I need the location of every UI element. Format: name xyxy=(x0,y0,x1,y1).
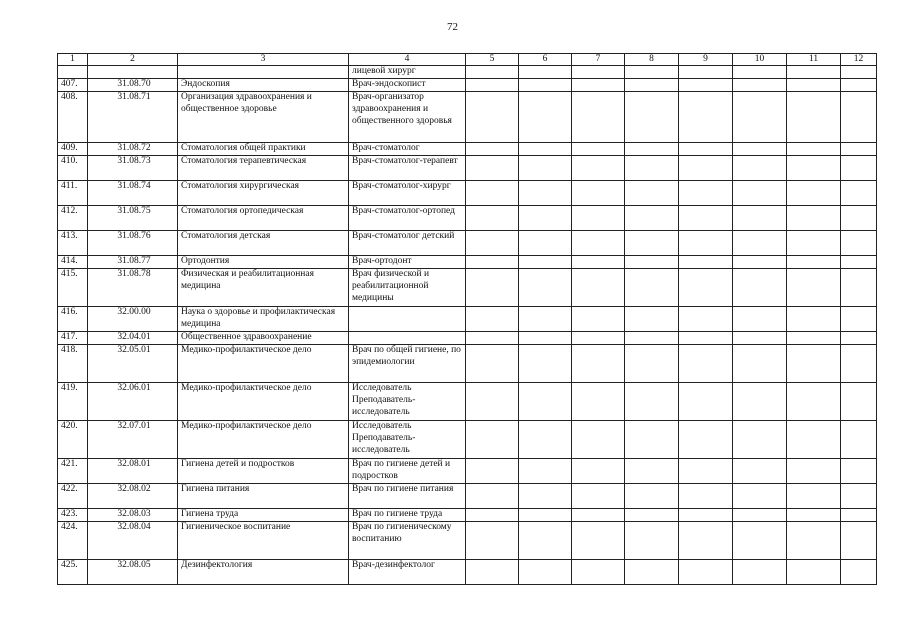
table-row xyxy=(58,509,877,522)
empty-cell xyxy=(625,421,679,459)
empty-cell xyxy=(841,92,877,143)
table-row xyxy=(58,256,877,269)
empty-cell xyxy=(787,459,841,484)
empty-cell xyxy=(841,206,877,231)
row-number xyxy=(58,66,88,79)
empty-cell xyxy=(625,181,679,206)
empty-cell xyxy=(841,421,877,459)
empty-cell xyxy=(679,421,733,459)
empty-cell xyxy=(841,332,877,345)
empty-cell xyxy=(841,143,877,156)
empty-cell xyxy=(466,332,519,345)
empty-cell xyxy=(519,560,572,585)
empty-cell xyxy=(519,383,572,421)
specialty-code: 31.08.76 xyxy=(88,231,178,256)
table-row xyxy=(58,383,877,421)
specialty-name: Медико-профилактическое дело xyxy=(178,383,349,421)
empty-cell xyxy=(519,181,572,206)
empty-cell xyxy=(679,256,733,269)
empty-cell xyxy=(733,256,787,269)
empty-cell xyxy=(519,269,572,307)
empty-cell xyxy=(841,156,877,181)
empty-cell xyxy=(841,509,877,522)
qualification: Врач-стоматолог-ортопед xyxy=(349,206,466,231)
table-row xyxy=(58,332,877,345)
empty-cell xyxy=(733,307,787,332)
empty-cell xyxy=(679,231,733,256)
row-number: 416. xyxy=(58,307,88,332)
empty-cell xyxy=(466,269,519,307)
specialty-code: 31.08.71 xyxy=(88,92,178,143)
empty-cell xyxy=(733,522,787,560)
specialty-code: 32.08.05 xyxy=(88,560,178,585)
table-row xyxy=(58,269,877,307)
table-row xyxy=(58,206,877,231)
empty-cell xyxy=(787,307,841,332)
empty-cell xyxy=(572,156,625,181)
row-number: 409. xyxy=(58,143,88,156)
empty-cell xyxy=(466,143,519,156)
specialty-name: Стоматология хирургическая xyxy=(178,181,349,206)
empty-cell xyxy=(787,332,841,345)
specialty-code: 32.05.01 xyxy=(88,345,178,383)
empty-cell xyxy=(679,509,733,522)
empty-cell xyxy=(519,332,572,345)
empty-cell xyxy=(787,156,841,181)
qualification: Врач-эндоскопист xyxy=(349,79,466,92)
empty-cell xyxy=(466,256,519,269)
empty-cell xyxy=(733,509,787,522)
empty-cell xyxy=(572,332,625,345)
specialty-code: 32.08.02 xyxy=(88,484,178,509)
empty-cell xyxy=(733,269,787,307)
empty-cell xyxy=(519,143,572,156)
empty-cell xyxy=(679,522,733,560)
empty-cell xyxy=(466,383,519,421)
specialty-name: Стоматология терапевтическая xyxy=(178,156,349,181)
empty-cell xyxy=(519,421,572,459)
specialty-code: 31.08.73 xyxy=(88,156,178,181)
empty-cell xyxy=(466,459,519,484)
empty-cell xyxy=(679,459,733,484)
row-number: 420. xyxy=(58,421,88,459)
empty-cell xyxy=(679,484,733,509)
empty-cell xyxy=(519,92,572,143)
empty-cell xyxy=(466,509,519,522)
qualification: Врач-ортодонт xyxy=(349,256,466,269)
empty-cell xyxy=(787,206,841,231)
empty-cell xyxy=(519,206,572,231)
empty-cell xyxy=(572,345,625,383)
empty-cell xyxy=(519,307,572,332)
table-row xyxy=(58,92,877,143)
empty-cell xyxy=(519,79,572,92)
empty-cell xyxy=(625,307,679,332)
empty-cell xyxy=(519,484,572,509)
empty-cell xyxy=(679,156,733,181)
empty-cell xyxy=(679,383,733,421)
specialty-name: Ортодонтия xyxy=(178,256,349,269)
empty-cell xyxy=(466,522,519,560)
empty-cell xyxy=(466,156,519,181)
specialty-name: Стоматология общей практики xyxy=(178,143,349,156)
row-number: 411. xyxy=(58,181,88,206)
empty-cell xyxy=(625,269,679,307)
empty-cell xyxy=(679,560,733,585)
empty-cell xyxy=(733,206,787,231)
empty-cell xyxy=(466,181,519,206)
empty-cell xyxy=(572,484,625,509)
column-header: 3 xyxy=(178,54,349,66)
specialty-name: Дезинфектология xyxy=(178,560,349,585)
empty-cell xyxy=(733,332,787,345)
specialty-code: 32.08.01 xyxy=(88,459,178,484)
qualification: Врач по гигиене питания xyxy=(349,484,466,509)
empty-cell xyxy=(572,509,625,522)
empty-cell xyxy=(572,459,625,484)
empty-cell xyxy=(466,206,519,231)
empty-cell xyxy=(841,383,877,421)
specialty-name: Медико-профилактическое дело xyxy=(178,421,349,459)
empty-cell xyxy=(679,345,733,383)
empty-cell xyxy=(841,66,877,79)
empty-cell xyxy=(787,345,841,383)
row-number: 424. xyxy=(58,522,88,560)
empty-cell xyxy=(841,79,877,92)
column-header: 4 xyxy=(349,54,466,66)
empty-cell xyxy=(733,383,787,421)
qualification xyxy=(349,332,466,345)
specialty-code: 31.08.72 xyxy=(88,143,178,156)
table-row xyxy=(58,484,877,509)
row-number: 423. xyxy=(58,509,88,522)
empty-cell xyxy=(679,269,733,307)
empty-cell xyxy=(572,256,625,269)
qualification: Врач физической и реабилитационной медицины xyxy=(349,269,466,307)
empty-cell xyxy=(787,66,841,79)
empty-cell xyxy=(625,459,679,484)
empty-cell xyxy=(787,231,841,256)
empty-cell xyxy=(841,560,877,585)
empty-cell xyxy=(572,66,625,79)
specialty-name: Гигиеническое воспитание xyxy=(178,522,349,560)
empty-cell xyxy=(625,231,679,256)
empty-cell xyxy=(679,181,733,206)
empty-cell xyxy=(519,459,572,484)
empty-cell xyxy=(841,522,877,560)
empty-cell xyxy=(679,66,733,79)
empty-cell xyxy=(679,307,733,332)
qualification: Врач по гигиене труда xyxy=(349,509,466,522)
specialty-code xyxy=(88,66,178,79)
empty-cell xyxy=(625,92,679,143)
row-number: 414. xyxy=(58,256,88,269)
empty-cell xyxy=(519,256,572,269)
specialty-code: 31.08.78 xyxy=(88,269,178,307)
empty-cell xyxy=(466,560,519,585)
table-row xyxy=(58,143,877,156)
empty-cell xyxy=(787,383,841,421)
empty-cell xyxy=(625,509,679,522)
empty-cell xyxy=(572,206,625,231)
empty-cell xyxy=(679,332,733,345)
column-header: 6 xyxy=(519,54,572,66)
specialty-code: 32.08.03 xyxy=(88,509,178,522)
specialty-name xyxy=(178,66,349,79)
empty-cell xyxy=(519,522,572,560)
empty-cell xyxy=(466,92,519,143)
qualification: Врач-стоматолог-терапевт xyxy=(349,156,466,181)
row-number: 417. xyxy=(58,332,88,345)
specialty-name: Гигиена труда xyxy=(178,509,349,522)
empty-cell xyxy=(733,484,787,509)
qualification: Врач-стоматолог xyxy=(349,143,466,156)
empty-cell xyxy=(787,79,841,92)
column-header: 10 xyxy=(733,54,787,66)
row-number: 410. xyxy=(58,156,88,181)
empty-cell xyxy=(572,421,625,459)
empty-cell xyxy=(841,307,877,332)
table-row xyxy=(58,156,877,181)
specialty-code: 31.08.74 xyxy=(88,181,178,206)
row-number: 408. xyxy=(58,92,88,143)
empty-cell xyxy=(787,181,841,206)
qualification: Врач-организатор здравоохранения и общественного здоровья xyxy=(349,92,466,143)
empty-cell xyxy=(519,156,572,181)
empty-cell xyxy=(572,92,625,143)
empty-cell xyxy=(519,509,572,522)
specialty-name: Стоматология детская xyxy=(178,231,349,256)
qualification: Врач по гигиене детей и подростков xyxy=(349,459,466,484)
empty-cell xyxy=(466,345,519,383)
specialty-name: Гигиена детей и подростков xyxy=(178,459,349,484)
table-row xyxy=(58,66,877,79)
row-number: 415. xyxy=(58,269,88,307)
empty-cell xyxy=(466,307,519,332)
empty-cell xyxy=(625,383,679,421)
qualification: Врач по гигиеническому воспитанию xyxy=(349,522,466,560)
empty-cell xyxy=(733,181,787,206)
column-header: 11 xyxy=(787,54,841,66)
specialty-code: 32.07.01 xyxy=(88,421,178,459)
empty-cell xyxy=(787,421,841,459)
specialty-code: 32.04.01 xyxy=(88,332,178,345)
empty-cell xyxy=(625,560,679,585)
qualification: Врач-стоматолог детский xyxy=(349,231,466,256)
column-header: 7 xyxy=(572,54,625,66)
empty-cell xyxy=(625,256,679,269)
empty-cell xyxy=(787,522,841,560)
specialty-code: 31.08.70 xyxy=(88,79,178,92)
empty-cell xyxy=(572,522,625,560)
empty-cell xyxy=(572,307,625,332)
empty-cell xyxy=(466,79,519,92)
row-number: 413. xyxy=(58,231,88,256)
table-row xyxy=(58,421,877,459)
empty-cell xyxy=(572,143,625,156)
empty-cell xyxy=(733,156,787,181)
column-header: 9 xyxy=(679,54,733,66)
table-row xyxy=(58,560,877,585)
empty-cell xyxy=(625,143,679,156)
empty-cell xyxy=(572,269,625,307)
empty-cell xyxy=(733,560,787,585)
empty-cell xyxy=(787,509,841,522)
empty-cell xyxy=(466,484,519,509)
specialty-code: 31.08.77 xyxy=(88,256,178,269)
empty-cell xyxy=(841,256,877,269)
table-row xyxy=(58,459,877,484)
empty-cell xyxy=(625,79,679,92)
empty-cell xyxy=(625,332,679,345)
specialty-code: 32.00.00 xyxy=(88,307,178,332)
empty-cell xyxy=(519,231,572,256)
specialty-name: Организация здравоохранения и общественное здоровье xyxy=(178,92,349,143)
empty-cell xyxy=(572,181,625,206)
empty-cell xyxy=(625,66,679,79)
empty-cell xyxy=(787,92,841,143)
empty-cell xyxy=(733,92,787,143)
row-number: 422. xyxy=(58,484,88,509)
specialty-table xyxy=(57,53,877,585)
row-number: 412. xyxy=(58,206,88,231)
empty-cell xyxy=(787,143,841,156)
empty-cell xyxy=(466,66,519,79)
empty-cell xyxy=(625,156,679,181)
empty-cell xyxy=(733,421,787,459)
specialty-name: Эндоскопия xyxy=(178,79,349,92)
row-number: 407. xyxy=(58,79,88,92)
empty-cell xyxy=(787,269,841,307)
empty-cell xyxy=(733,231,787,256)
empty-cell xyxy=(787,256,841,269)
row-number: 421. xyxy=(58,459,88,484)
qualification: лицевой хирург xyxy=(349,66,466,79)
empty-cell xyxy=(733,345,787,383)
specialty-name: Медико-профилактическое дело xyxy=(178,345,349,383)
empty-cell xyxy=(733,459,787,484)
empty-cell xyxy=(625,484,679,509)
column-header: 12 xyxy=(841,54,877,66)
specialty-code: 31.08.75 xyxy=(88,206,178,231)
empty-cell xyxy=(572,231,625,256)
empty-cell xyxy=(733,143,787,156)
column-header: 5 xyxy=(466,54,519,66)
empty-cell xyxy=(625,522,679,560)
empty-cell xyxy=(519,345,572,383)
specialty-name: Общественное здравоохранение xyxy=(178,332,349,345)
header-row xyxy=(58,54,877,66)
empty-cell xyxy=(787,560,841,585)
row-number: 418. xyxy=(58,345,88,383)
qualification: Врач-стоматолог-хирург xyxy=(349,181,466,206)
specialty-name: Физическая и реабилитационная медицина xyxy=(178,269,349,307)
table-row xyxy=(58,522,877,560)
table-row xyxy=(58,307,877,332)
qualification: Врач-дезинфектолог xyxy=(349,560,466,585)
empty-cell xyxy=(787,484,841,509)
qualification xyxy=(349,307,466,332)
empty-cell xyxy=(679,206,733,231)
empty-cell xyxy=(841,181,877,206)
empty-cell xyxy=(841,484,877,509)
qualification: Исследователь Преподаватель-исследователь xyxy=(349,383,466,421)
specialty-name: Гигиена питания xyxy=(178,484,349,509)
qualification: Исследователь Преподаватель-исследователь xyxy=(349,421,466,459)
specialty-code: 32.06.01 xyxy=(88,383,178,421)
qualification: Врач по общей гигиене, по эпидемиологии xyxy=(349,345,466,383)
empty-cell xyxy=(679,143,733,156)
empty-cell xyxy=(519,66,572,79)
table-row xyxy=(58,79,877,92)
row-number: 419. xyxy=(58,383,88,421)
table-row xyxy=(58,345,877,383)
empty-cell xyxy=(466,231,519,256)
empty-cell xyxy=(841,345,877,383)
empty-cell xyxy=(733,66,787,79)
empty-cell xyxy=(572,560,625,585)
column-header: 2 xyxy=(88,54,178,66)
empty-cell xyxy=(733,79,787,92)
empty-cell xyxy=(841,269,877,307)
table-row xyxy=(58,181,877,206)
row-number: 425. xyxy=(58,560,88,585)
table-row xyxy=(58,231,877,256)
empty-cell xyxy=(625,345,679,383)
specialty-name: Стоматология ортопедическая xyxy=(178,206,349,231)
page-number: 72 xyxy=(447,21,458,33)
empty-cell xyxy=(679,92,733,143)
table-body xyxy=(58,54,877,585)
empty-cell xyxy=(572,79,625,92)
empty-cell xyxy=(841,231,877,256)
empty-cell xyxy=(679,79,733,92)
empty-cell xyxy=(572,383,625,421)
column-header: 8 xyxy=(625,54,679,66)
specialty-name: Наука о здоровье и профилактическая медицина xyxy=(178,307,349,332)
empty-cell xyxy=(466,421,519,459)
empty-cell xyxy=(625,206,679,231)
column-header: 1 xyxy=(58,54,88,66)
specialty-code: 32.08.04 xyxy=(88,522,178,560)
empty-cell xyxy=(841,459,877,484)
